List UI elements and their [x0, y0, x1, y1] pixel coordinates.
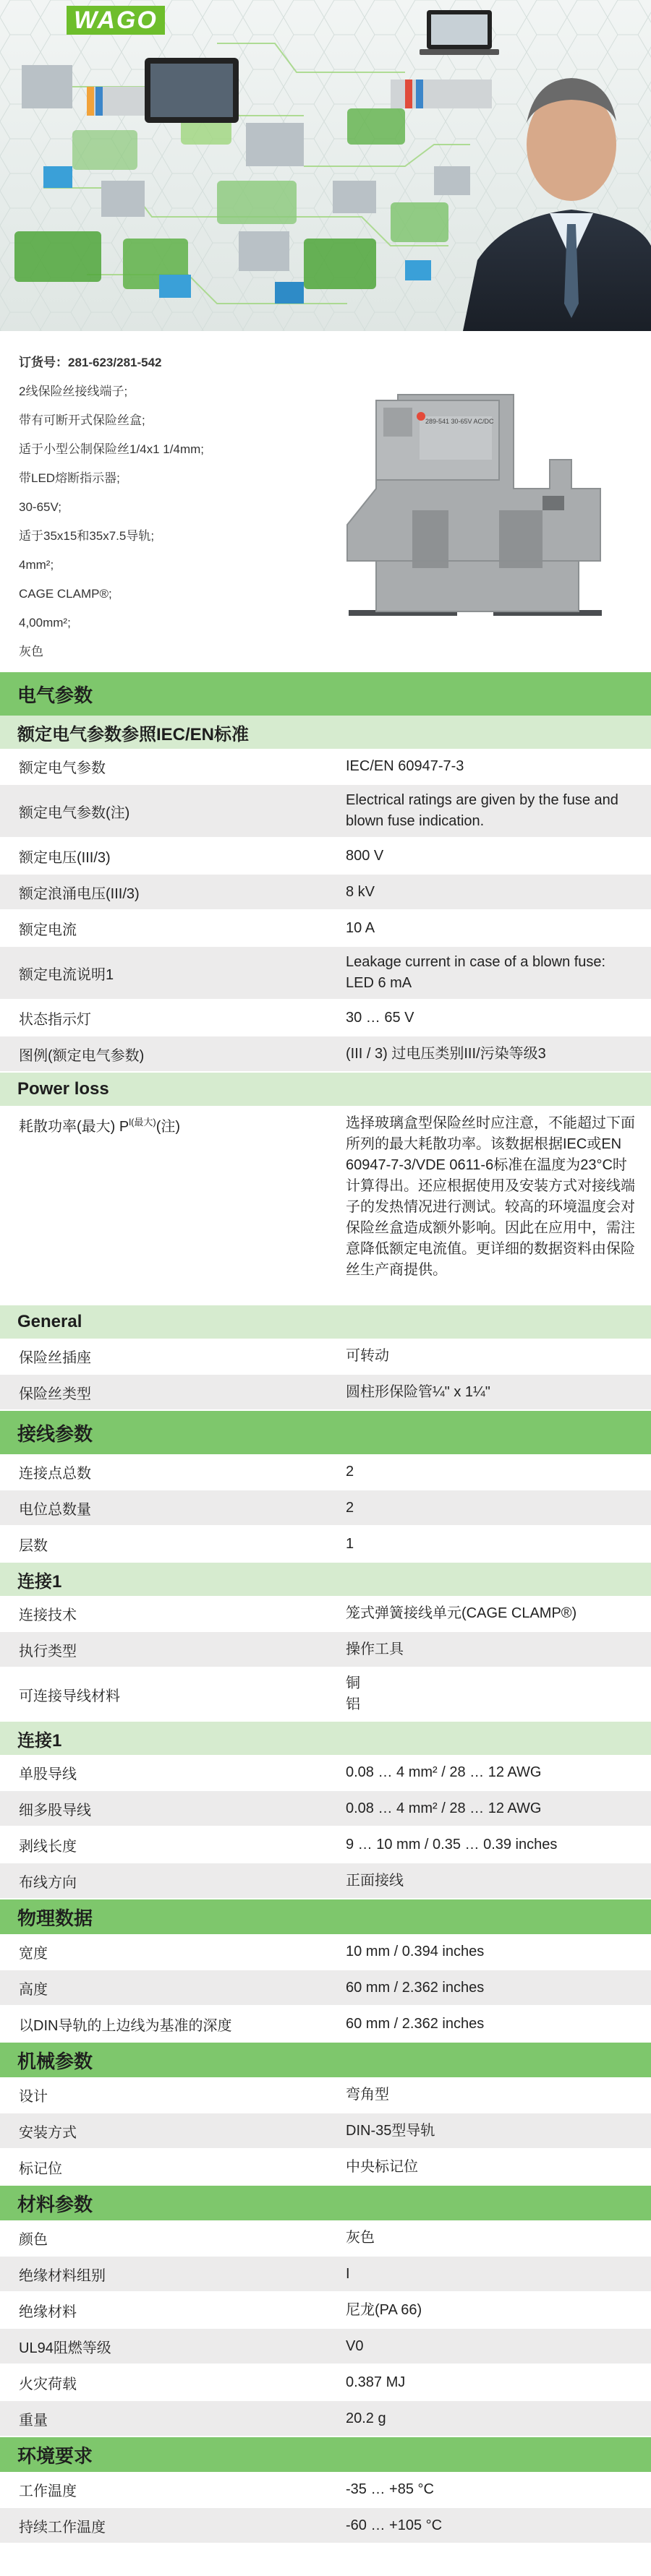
spec-value: 800 V [346, 847, 384, 864]
spec-key: 保险丝类型 [19, 1386, 91, 1402]
spec-row [0, 1632, 651, 1668]
spec-key: 额定浪涌电压(III/3) [19, 885, 140, 902]
spec-value: 操作工具 [346, 1641, 404, 1657]
spec-key: 持续工作温度 [19, 2519, 106, 2536]
spec-row [0, 1375, 651, 1411]
spec-value: 9 … 10 mm / 0.35 … 0.39 inches [346, 1836, 558, 1852]
spec-value: 铜 铝 [346, 1675, 360, 1712]
spec-key-tail: (注) [156, 1119, 181, 1135]
spec-key: 以DIN导轨的上边线为基准的深度 [19, 2017, 232, 2034]
spec-key: 颜色 [19, 2231, 48, 2248]
spec-row [0, 1596, 651, 1632]
spec-value: 20.2 g [346, 2410, 386, 2426]
spec-value: 0.08 … 4 mm² / 28 … 12 AWG [346, 1764, 542, 1780]
product-feature: 4mm²; [19, 558, 54, 572]
spec-row [0, 1454, 651, 1490]
section-header: 电气参数 [0, 672, 651, 716]
spec-key: 状态指示灯 [19, 1011, 91, 1028]
section-header: 材料参数 [0, 2186, 651, 2220]
spec-row [0, 2293, 651, 2329]
spec-row [0, 1036, 651, 1073]
spec-table [0, 672, 651, 2544]
spec-value: -60 … +105 °C [346, 2517, 443, 2533]
product-feature: 适于小型公制保险丝1/4x1 1/4mm; [19, 442, 204, 456]
spec-value: 8 kV [346, 883, 375, 900]
spec-row [0, 2220, 651, 2257]
terminal-block-illustration [333, 380, 637, 619]
spec-key: 布线方向 [19, 1874, 77, 1891]
spec-value: 笼式弹簧接线单元(CAGE CLAMP®) [346, 1605, 577, 1621]
wago-logo: WAGO [67, 6, 165, 35]
product-feature: 灰色 [19, 645, 43, 658]
spec-value: 60 mm / 2.362 inches [346, 1979, 485, 1996]
spec-value: 可转动 [346, 1347, 389, 1364]
product-summary [19, 348, 323, 666]
spec-key: UL94阻燃等级 [19, 2340, 111, 2356]
spec-key: 设计 [19, 2088, 48, 2105]
spec-key: 可连接导线材料 [19, 1688, 120, 1704]
spec-row [0, 2365, 651, 2401]
spec-row [0, 911, 651, 947]
spec-row [0, 1970, 651, 2006]
spec-value: 弯角型 [346, 2086, 389, 2103]
spec-row [0, 2401, 651, 2437]
spec-value: I [346, 2265, 350, 2282]
spec-value: 中央标记位 [346, 2158, 418, 2175]
subsection-header: General [0, 1305, 651, 1339]
spec-value: Electrical ratings are given by the fuse and blown fuse indication. [346, 792, 618, 829]
spec-row [0, 1490, 651, 1527]
spec-key: 额定电气参数(注) [19, 804, 130, 821]
spec-key: 连接点总数 [19, 1465, 91, 1482]
spec-row [0, 2077, 651, 2113]
spec-value: 2 [346, 1463, 354, 1480]
spec-row [0, 947, 651, 1000]
hero-banner [0, 0, 651, 331]
spec-key: 绝缘材料组别 [19, 2267, 106, 2284]
spec-key: 安装方式 [19, 2124, 77, 2141]
spec-key: 绝缘材料 [19, 2304, 77, 2320]
spec-row [0, 2508, 651, 2544]
spec-key: 宽度 [19, 1945, 48, 1962]
spec-key: 工作温度 [19, 2483, 77, 2499]
spec-key: 重量 [19, 2412, 48, 2429]
product-feature: 2线保险丝接线端子; [19, 385, 128, 398]
spec-value: IEC/EN 60947-7-3 [346, 757, 464, 774]
spec-key: 连接技术 [19, 1607, 77, 1623]
spec-value: Leakage current in case of a blown fuse: LED 6 mA [346, 954, 606, 991]
spec-key: 额定电流 [19, 922, 77, 938]
spec-row [0, 1527, 651, 1563]
spec-key: 执行类型 [19, 1643, 77, 1660]
spec-value: V0 [346, 2337, 364, 2354]
hero-illustration [0, 0, 651, 331]
spec-value: 30 … 65 V [346, 1009, 414, 1026]
section-header: 环境要求 [0, 2437, 651, 2472]
subsection-header: Power loss [0, 1073, 651, 1106]
spec-row [0, 2113, 651, 2150]
spec-key [0, 1106, 328, 1304]
spec-value: DIN-35型导轨 [346, 2122, 435, 2139]
section-header: 接线参数 [0, 1411, 651, 1454]
spec-key: 额定电流说明1 [19, 966, 114, 983]
spec-key: 层数 [19, 1537, 48, 1554]
product-feature: 4,00mm²; [19, 616, 71, 630]
spec-value: 0.08 … 4 mm² / 28 … 12 AWG [346, 1800, 542, 1816]
spec-row [0, 1863, 651, 1899]
product-feature: 适于35x15和35x7.5导轨; [19, 529, 155, 543]
spec-key: 电位总数量 [19, 1501, 91, 1518]
spec-key: 细多股导线 [19, 1802, 91, 1819]
spec-row [0, 1106, 651, 1305]
product-feature: 30-65V; [19, 500, 61, 514]
spec-value: (III / 3) 过电压类别III/污染等级3 [346, 1045, 546, 1062]
spec-row [0, 875, 651, 911]
spec-row [0, 1827, 651, 1863]
subsection-header: 连接1 [0, 1563, 651, 1596]
spec-row [0, 838, 651, 875]
spec-row [0, 1791, 651, 1827]
spec-key: 额定电压(III/3) [19, 849, 111, 866]
spec-value: 1 [346, 1535, 354, 1552]
subsection-header: 连接1 [0, 1722, 651, 1755]
product-feature: 带LED熔断指示器; [19, 471, 120, 485]
spec-row [0, 1339, 651, 1375]
spec-row [0, 1934, 651, 1970]
image-label: 289-541 30-65V AC/DC [425, 418, 494, 425]
spec-row [0, 749, 651, 785]
spec-key: 图例(额定电气参数) [19, 1047, 145, 1064]
product-feature: CAGE CLAMP®; [19, 587, 112, 601]
section-header: 物理数据 [0, 1899, 651, 1934]
spec-row [0, 2257, 651, 2293]
spec-key: 火灾荷载 [19, 2376, 77, 2392]
spec-key-subscript: l(最大) [129, 1117, 156, 1128]
subsection-header: 额定电气参数参照IEC/EN标准 [0, 716, 651, 749]
spec-row [0, 1668, 651, 1722]
product-image [333, 380, 637, 619]
spec-key-text: 耗散功率(最大) P [19, 1119, 129, 1135]
spec-value: 10 mm / 0.394 inches [346, 1943, 485, 1959]
section-header: 机械参数 [0, 2043, 651, 2077]
spec-value: 选择玻璃盒型保险丝时应注意，不能超过下面所列的最大耗散功率。该数据根据IEC或EN 60947-7-3/VDE 0611-6标准在温度为23°C时计算得出。还应根据使用及安装方式对接线端子的发热情况进行测试。较高的环境温度会对保险丝盒造成额外影响。因此在应用中，需注意降低额定电流值。更详细的数据资料由保险丝生产商提供。 [346, 1115, 635, 1278]
spec-key: 高度 [19, 1981, 48, 1998]
spec-row [0, 2006, 651, 2043]
spec-value: 60 mm / 2.362 inches [346, 2015, 485, 2032]
spec-row [0, 1000, 651, 1036]
spec-row [0, 2472, 651, 2508]
spec-key: 剥线长度 [19, 1838, 77, 1855]
order-number: 订货号：281-623/281-542 [19, 356, 162, 369]
spec-row [0, 785, 651, 838]
spec-value: 尼龙(PA 66) [346, 2301, 422, 2318]
spec-value: 灰色 [346, 2229, 375, 2246]
spec-key: 额定电气参数 [19, 760, 106, 776]
spec-value: -35 … +85 °C [346, 2481, 434, 2497]
spec-value: 圆柱形保险管¼" x 1¼" [346, 1383, 490, 1400]
spec-row [0, 2329, 651, 2365]
spec-value: 正面接线 [346, 1872, 404, 1889]
product-feature: 带有可断开式保险丝盒; [19, 413, 145, 427]
spec-value: 10 A [346, 919, 375, 936]
spec-value: 0.387 MJ [346, 2374, 406, 2390]
spec-row [0, 2150, 651, 2186]
spec-value: 2 [346, 1499, 354, 1516]
spec-key: 标记位 [19, 2160, 62, 2177]
spec-row [0, 1755, 651, 1791]
spec-key: 单股导线 [19, 1766, 77, 1782]
spec-key: 保险丝插座 [19, 1349, 91, 1366]
